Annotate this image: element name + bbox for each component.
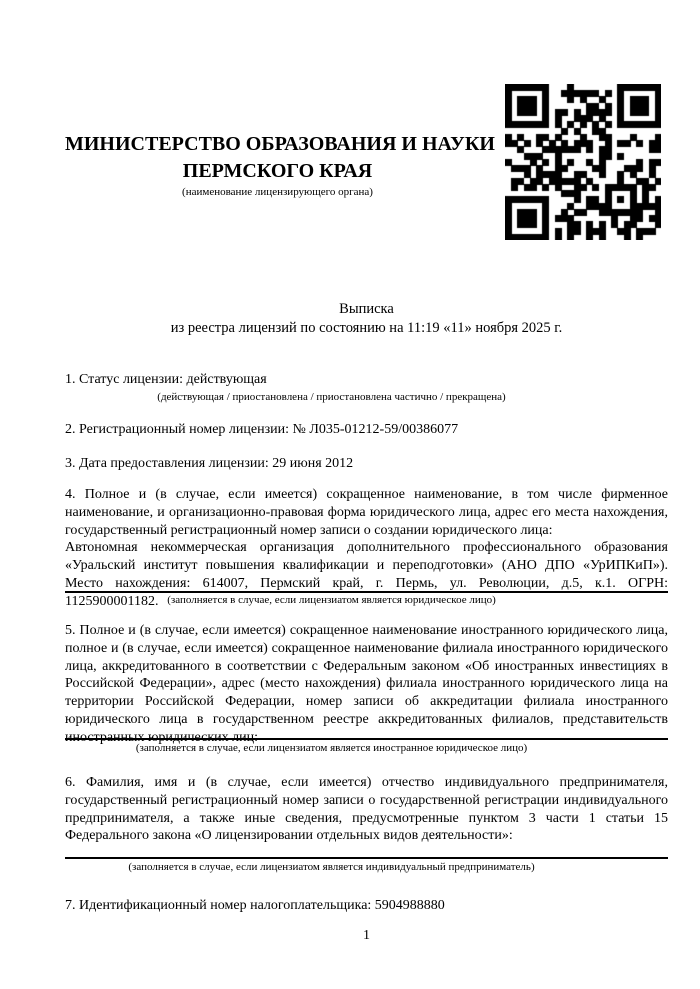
item-5-caption: (заполняется в случае, если лицензиатом является иностранное юридическое лицо) [135,742,528,754]
page-number: 1 [363,928,370,943]
qr-code [505,84,661,240]
item-4-fill-line [65,591,668,593]
ministry-name-line1: МИНИСТЕРСТВО ОБРАЗОВАНИЯ И НАУКИ [65,133,495,155]
item-1-license-status: 1. Статус лицензии: действующая [65,372,267,387]
item-7-taxpayer-number: 7. Идентификационный номер налогоплательщика: 5904988880 [65,898,445,913]
ministry-header [65,131,495,199]
item-6-fill-line [65,857,668,859]
item-6-entrepreneur [65,774,668,845]
extract-title [65,300,668,337]
item-4-clause: 4. Полное и (в случае, если имеется) сокращенное наименование, в том числе фирменное наименование, и организационно-правовая форма юридического лица, адрес его места нахождения, государственный регистрационный номер записи о создании юридического лица: [65,487,668,538]
item-6-clause: 6. Фамилия, имя и (в случае, если имеется) отчество индивидуального предпринимателя, государственный регистрационный номер записи о государственной регистрации индивидуального предпринимателя, а также иные сведения, предусмотренные пунктом 3 части 1 статьи 15 Федерального закона «О лицензировании отдельных видов деятельности»: [65,775,668,844]
item-2-registration-number: 2. Регистрационный номер лицензии: № Л035-01212-59/00386077 [65,422,459,437]
qr-code-canvas [505,84,661,240]
item-5-fill-line [65,738,668,740]
extract-title-line2: из реестра лицензий по состоянию на 11:19 «11» ноября 2025 г. [170,319,563,336]
item-4-value: Автономная некоммерческая организация дополнительного профессионального образования «Уральский институт повышения квалификации и переподготовки» (АНО ДПО «УрИПКиП»). Место нахождения: 614007, Пермский край, г. Пермь, ул. Революции, д.5, к.1. ОГРН: 1125900001182. [65,540,668,609]
item-1-caption: (действующая / приостановлена / приостановлена частично / прекращена) [157,391,506,403]
ministry-name-line2: ПЕРМСКОГО КРАЯ [182,160,373,182]
ministry-caption: (наименование лицензирующего органа) [182,186,373,198]
item-5-foreign-entity [65,622,668,747]
extract-title-line1: Выписка [339,301,394,317]
item-6-caption: (заполняется в случае, если лицензиатом является индивидуальный предприниматель) [128,861,535,873]
item-5-clause: 5. Полное и (в случае, если имеется) сокращенное наименование иностранного юридического лица, полное и (в случае, если имеется) сокращенное наименование филиала иностранного юридического лица, аккредитованного в соответствии с Федеральным законом «Об иностранных инвестициях в Российской Федерации», адрес (место нахождения) филиала иностранного юридического лица на территории Российской Федерации, номер записи об аккредитации филиала иностранного юридического лица в государственном реестре аккредитованных филиалов, представительств иностранных юридических лиц: [65,623,668,745]
item-4-caption: (заполняется в случае, если лицензиатом является юридическое лицо) [167,594,496,606]
item-3-grant-date: 3. Дата предоставления лицензии: 29 июня 2012 [65,456,354,471]
